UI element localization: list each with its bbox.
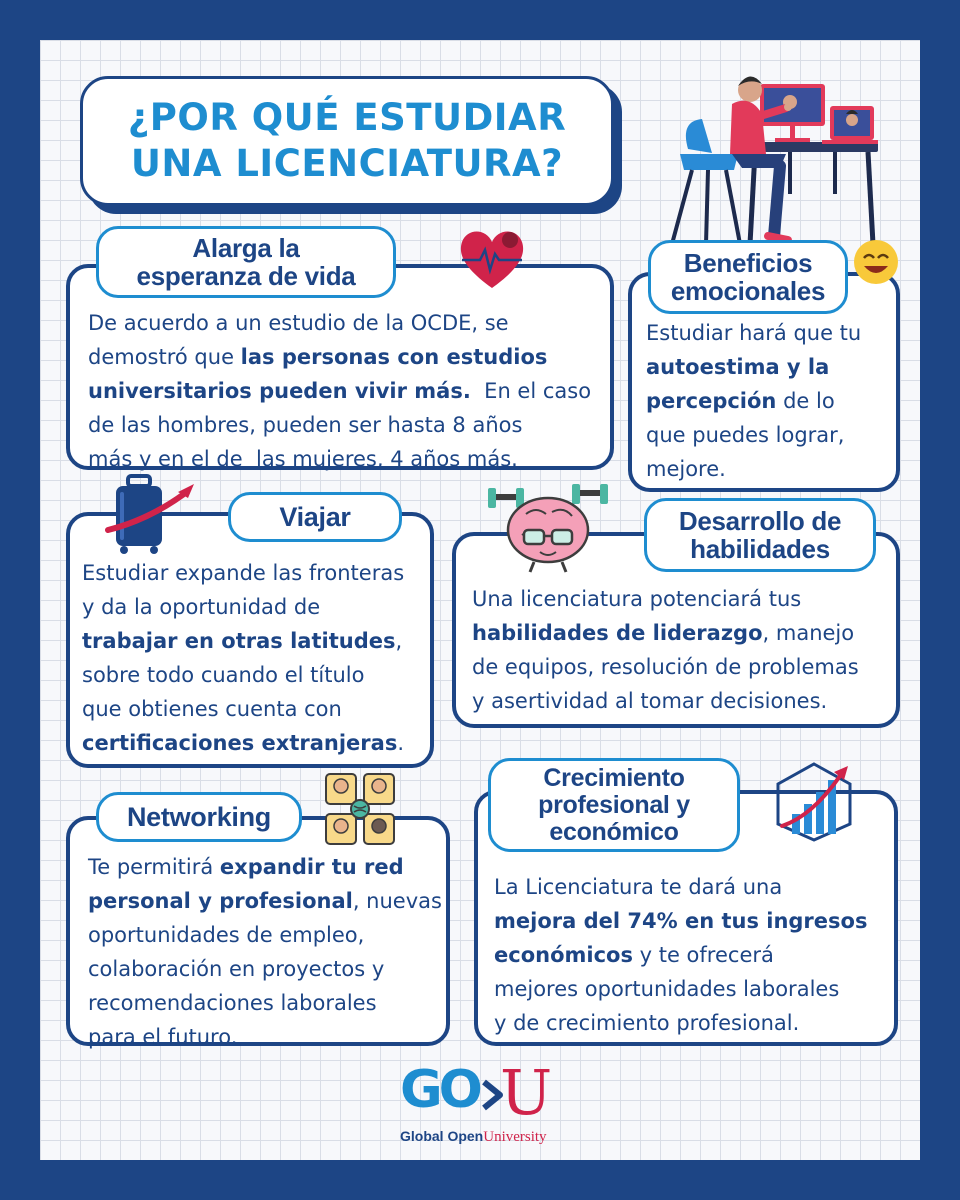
heart-pulse-icon [458,226,526,292]
text-line: y da la oportunidad de [82,595,321,619]
heading-line: habilidades [690,534,830,564]
text-line: colaboración en proyectos y [88,957,385,981]
card-habilidades-text [472,582,902,718]
heading-beneficios-emocionales [648,240,848,314]
text-line: de equipos, resolución de problemas [472,655,859,679]
card-networking-text [88,850,450,1054]
text-line: mejores oportunidades laborales [494,977,840,1001]
title-line-1: ¿POR QUÉ ESTUDIAR [127,96,567,139]
growth-chart-icon [774,760,860,844]
text-line: sobre todo cuando el título [82,663,365,687]
text-bold: expandir tu red [219,855,404,879]
text-bold: trabajar en otras latitudes [82,629,396,653]
text-line [82,624,432,658]
text-line: mejore. [646,457,726,481]
text-line: para el futuro. [88,1025,238,1049]
text-line: oportunidades de empleo, [88,923,365,947]
text-line [88,340,608,374]
text-line: que puedes lograr, [646,423,845,447]
text-line: Una licenciatura potenciará tus [472,587,802,611]
text-bold: habilidades de liderazgo [472,621,763,645]
text-bold: certificaciones extranjeras [82,731,398,755]
text-bold: las personas con estudios [240,345,548,369]
text-run: , manejo [762,621,855,645]
text-run: En el caso [470,379,592,403]
text-line: Estudiar hará que tu [646,321,862,345]
logo-wordmark [400,1128,547,1146]
card-viajar-text [82,556,432,760]
text-line [646,384,896,418]
text-line: y de crecimiento profesional. [494,1011,800,1035]
text-line: De acuerdo a un estudio de la OCDE, se [88,311,509,335]
logo-name-global-open: Global Open [400,1128,484,1144]
card-crecimiento-text [494,870,898,1040]
text-bold: autoestima y la [646,355,830,379]
text-line [646,350,896,384]
heading-crecimiento-profesional [488,758,740,852]
global-open-university-logo [400,1056,570,1155]
heading-viajar [228,492,402,542]
card-emocionales-text [646,316,896,486]
heading-esperanza-de-vida [96,226,396,298]
text-line: recomendaciones laborales [88,991,377,1015]
suitcase-airplane-icon [104,472,198,556]
text-line [88,884,450,918]
heading-networking [96,792,302,842]
brain-dumbbell-icon [486,474,610,574]
text-line [88,374,608,408]
text-bold: económicos [494,943,633,967]
heading-line: Beneficios [683,248,813,278]
text-line [494,904,898,938]
card-esperanza-text [88,306,608,476]
text-line: más y en el de las mujeres, 4 años más. [88,447,518,471]
infographic-sheet [40,40,920,1160]
text-run: de lo [776,389,835,413]
text-line: La Licenciatura te dará una [494,875,783,899]
text-line: que obtienes cuenta con [82,697,342,721]
text-line [494,938,898,972]
heading-line: Desarrollo de [678,506,842,536]
card-networking [66,816,450,1049]
heading-line: Alarga la [192,233,300,263]
logo-name-university: University [483,1129,547,1145]
text-line [472,616,902,650]
logo-mark-u: U [500,1056,553,1129]
text-line [88,850,450,884]
text-bold: universitarios pueden vivir más. [88,379,471,403]
text-run: Te permitirá [88,855,220,879]
heading-line: emocionales [670,276,826,306]
text-bold: personal y profesional [88,889,353,913]
heading-line: Crecimiento [543,763,685,792]
heading-line: Viajar [279,502,351,532]
text-run: , [395,629,403,653]
people-network-icon [324,772,396,846]
text-bold: mejora del 74% en tus ingresos [494,909,868,933]
text-line: y asertividad al tomar decisiones. [472,689,828,713]
text-run: . [397,731,405,755]
heading-line: Networking [126,802,271,832]
text-line: Estudiar expande las fronteras [82,561,405,585]
text-line [82,726,432,760]
text-run: , nuevas [352,889,442,913]
smiley-face-icon [852,238,900,286]
text-run: y te ofrecerá [632,943,774,967]
text-run: demostró que [88,345,241,369]
heading-desarrollo-habilidades [644,498,876,572]
title-line-2: UNA LICENCIATURA? [130,142,564,185]
title-box [80,76,614,206]
logo-mark-go: GO [400,1060,479,1120]
text-line: de las hombres, pueden ser hasta 8 años [88,413,523,437]
text-bold: percepción [646,389,777,413]
heading-line: esperanza de vida [136,261,356,291]
heading-line: profesional y [538,790,690,819]
heading-line: económico [549,817,679,846]
person-at-desk-icon [640,54,890,254]
